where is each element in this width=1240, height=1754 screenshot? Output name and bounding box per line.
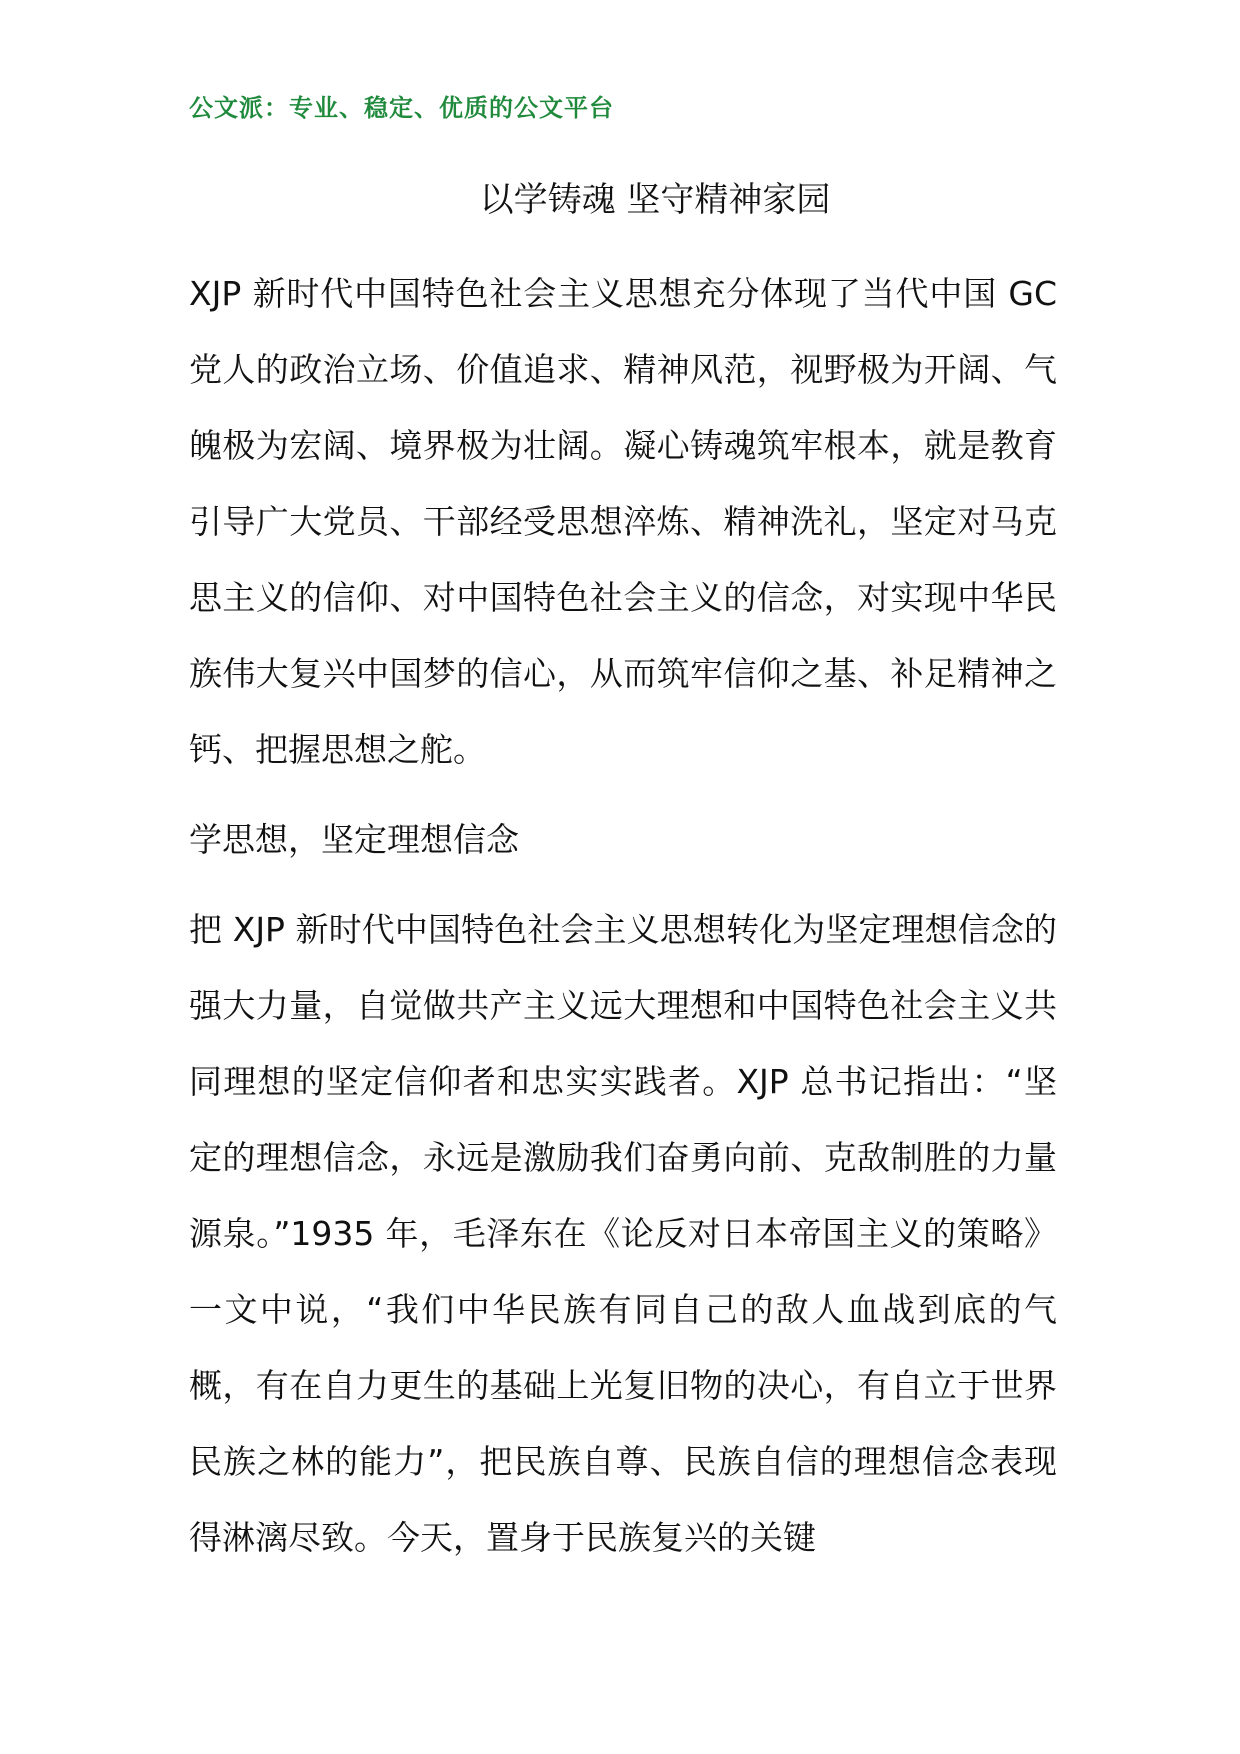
document-body (189, 256, 1057, 1576)
header-tagline: 公文派：专业、稳定、优质的公文平台 (189, 94, 614, 122)
section-heading: 学思想，坚定理想信念 (189, 820, 519, 859)
paragraph-intro: XJP 新时代中国特色社会主义思想充分体现了当代中国 GC 党人的政治立场、价值追求、精神风范，视野极为开阔、气魄极为宏阔、境界极为壮阔。凝心铸魂筑牢根本，就是教育引导广大党员、干部经受思想淬炼、精神洗礼，坚定对马克思主义的信仰、对中国特色社会主义的信念，对实现中华民族伟大复兴中国梦的信心，从而筑牢信仰之基、补足精神之钙、把握思想之舵。 (189, 274, 1057, 769)
document-title: 以学铸魂 坚守精神家园 (479, 180, 831, 220)
paragraph-section-1: 把 XJP 新时代中国特色社会主义思想转化为坚定理想信念的强大力量，自觉做共产主义远大理想和中国特色社会主义共同理想的坚定信仰者和忠实实践者。XJP 总书记指出：“坚定的理想信念，永远是激励我们奋勇向前、克敌制胜的力量源泉。”1935 年，毛泽东在《论反对日本帝国主义的策略》一文中说，“我们中华民族有同自己的敌人血战到底的气概，有在自力更生的基础上光复旧物的决心，有自立于世界民族之林的能力”，把民族自尊、民族自信的理想信念表现得淋漓尽致。今天，置身于民族复兴的关键 (189, 910, 1057, 1557)
